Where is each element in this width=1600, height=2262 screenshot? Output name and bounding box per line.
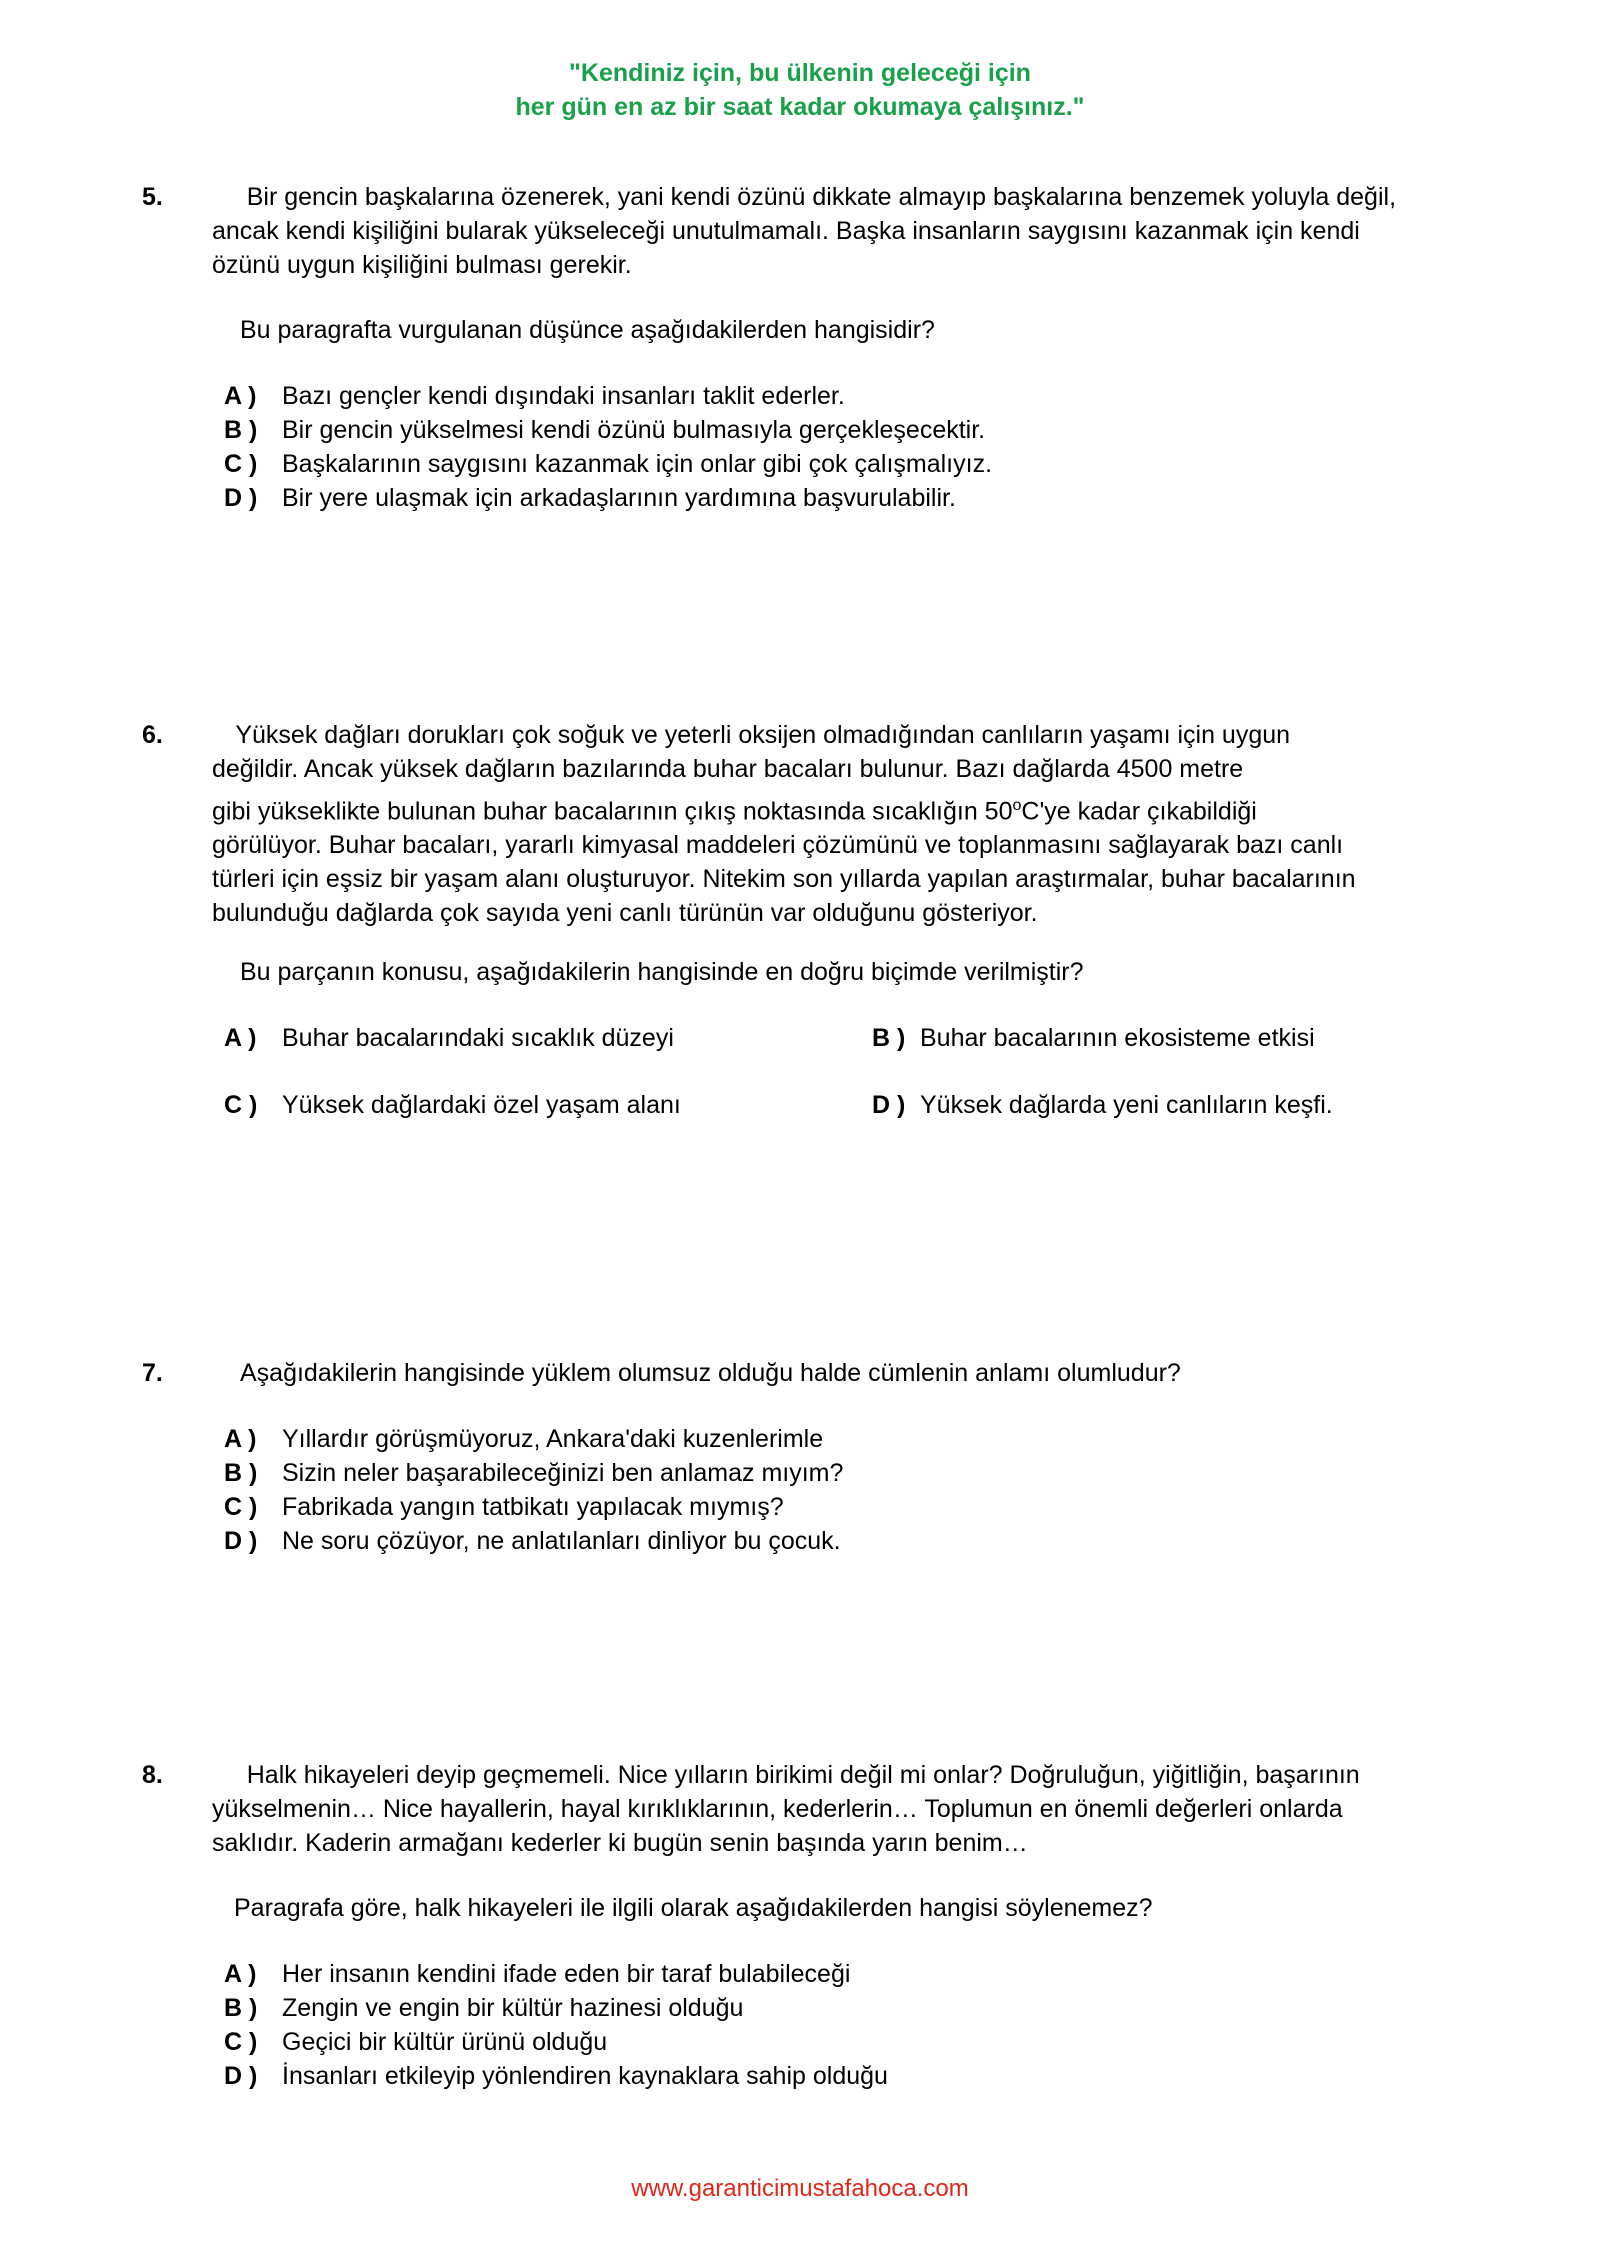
option-letter: B ) bbox=[224, 416, 258, 444]
question-paragraph: Halk hikayeleri deyip geçmemeli. Nice yılların birikimi değil mi onlar? Doğruluğun, yiğitliğin, başarının yükselmenin… Nice hayallerin, hayal kırıklıklarının, kederlerin… Toplumun en önemli değerleri onlarda saklıdır. Kaderin armağanı kederler ki bugün senin başında yarın benim… bbox=[212, 1761, 1367, 1857]
option-letter: C ) bbox=[224, 1091, 258, 1119]
option-letter: D ) bbox=[224, 484, 258, 512]
option-text: Buhar bacalarının ekosisteme etkisi bbox=[920, 1024, 1315, 1052]
option-text: Geçici bir kültür ürünü olduğu bbox=[282, 2028, 608, 2056]
degree-superscript: o bbox=[1012, 797, 1022, 814]
option-text: Yüksek dağlardaki özel yaşam alanı bbox=[282, 1091, 681, 1119]
option-letter: D ) bbox=[224, 1527, 258, 1555]
option-b[interactable] bbox=[224, 1456, 843, 1490]
paragraph-line: değildir. Ancak yüksek dağların bazılarında buhar bacaları bulunur. Bazı dağlarda 4500 metre bbox=[212, 755, 1244, 783]
option-letter: B ) bbox=[224, 1994, 258, 2022]
question-number: 8. bbox=[142, 1761, 163, 1789]
option-text: Bazı gençler kendi dışındaki insanları taklit ederler. bbox=[282, 382, 845, 410]
option-a[interactable] bbox=[224, 1957, 850, 1991]
question-8 bbox=[142, 1758, 1402, 2098]
option-letter: A ) bbox=[224, 1024, 257, 1052]
question-paragraph: Bir gencin başkalarına özenerek, yani kendi özünü dikkate almayıp başkalarına benzemek yoluyla değil, ancak kendi kişiliğini bularak yükseleceği unutulmamalı. Başka insanların saygısını kazanmak için kendi özünü uygun kişiliğini bulması gerekir. bbox=[212, 183, 1403, 279]
option-letter: A ) bbox=[224, 382, 257, 410]
text-run: gibi yükseklikte bulunan buhar bacalarının çıkış noktasında sıcaklığın 50 bbox=[212, 797, 1013, 826]
question-number: 5. bbox=[142, 183, 163, 211]
option-a[interactable] bbox=[224, 1021, 674, 1055]
question-7 bbox=[142, 1356, 1402, 1566]
question-6 bbox=[142, 718, 1402, 1138]
option-d[interactable] bbox=[224, 481, 956, 515]
option-text: Yüksek dağlarda yeni canlıların keşfi. bbox=[920, 1091, 1333, 1119]
option-text: Fabrikada yangın tatbikatı yapılacak mıymış? bbox=[282, 1493, 784, 1521]
option-text: Ne soru çözüyor, ne anlatılanları dinliyor bu çocuk. bbox=[282, 1527, 841, 1555]
option-letter: C ) bbox=[224, 1493, 258, 1521]
option-text: Başkalarının saygısını kazanmak için onlar gibi çok çalışmalıyız. bbox=[282, 450, 993, 478]
option-letter: D ) bbox=[872, 1091, 906, 1119]
question-stem: Bu paragrafta vurgulanan düşünce aşağıdakilerden hangisidir? bbox=[240, 316, 935, 344]
question-stem: Aşağıdakilerin hangisinde yüklem olumsuz olduğu halde cümlenin anlamı olumludur? bbox=[240, 1359, 1181, 1387]
option-text: Bir gencin yükselmesi kendi özünü bulmasıyla gerçekleşecektir. bbox=[282, 416, 986, 444]
option-text: Her insanın kendini ifade eden bir taraf bulabileceği bbox=[282, 1960, 851, 1988]
question-number: 7. bbox=[142, 1359, 163, 1387]
option-letter: B ) bbox=[224, 1459, 258, 1487]
option-letter: A ) bbox=[224, 1425, 257, 1453]
option-letter: C ) bbox=[224, 450, 258, 478]
option-letter: C ) bbox=[224, 2028, 258, 2056]
motto-line-1: "Kendiniz için, bu ülkenin geleceği için bbox=[569, 59, 1031, 87]
option-text: Bir yere ulaşmak için arkadaşlarının yardımına başvurulabilir. bbox=[282, 484, 956, 512]
paragraph-line: Yüksek dağları dorukları çok soğuk ve yeterli oksijen olmadığından canlıların yaşamı için uygun bbox=[208, 721, 1291, 749]
option-c[interactable] bbox=[224, 447, 992, 481]
question-paragraph bbox=[208, 718, 1402, 930]
question-stem: Bu parçanın konusu, aşağıdakilerin hangisinde en doğru biçimde verilmiştir? bbox=[240, 958, 1084, 986]
motto-line-2: her gün en az bir saat kadar okumaya çalışınız." bbox=[515, 93, 1085, 121]
text-run: C'ye kadar çıkabildiği bbox=[1021, 797, 1257, 826]
option-text: Buhar bacalarındaki sıcaklık düzeyi bbox=[282, 1024, 674, 1052]
option-b[interactable] bbox=[224, 1991, 743, 2025]
paragraph-rest: görülüyor. Buhar bacaları, yararlı kimyasal maddeleri çözümünü ve toplanmasını sağlayarak bazı canlı türleri için eşsiz bir yaşam alanı oluşturuyor. Nitekim son yıllarda yapılan araştırmalar, buhar bacalarının bulunduğu dağlarda çok sayıda yeni canlı türünün var olduğunu gösteriyor. bbox=[212, 831, 1356, 928]
footer-website-link[interactable]: www.garanticimustafahoca.com bbox=[631, 2175, 969, 2202]
option-text: Sizin neler başarabileceğinizi ben anlamaz mıyım? bbox=[282, 1459, 844, 1487]
question-5 bbox=[142, 180, 1402, 520]
option-d[interactable] bbox=[224, 2059, 888, 2093]
option-letter: D ) bbox=[224, 2062, 258, 2090]
question-number: 6. bbox=[142, 721, 163, 749]
option-letter: A ) bbox=[224, 1960, 257, 1988]
option-text: Zengin ve engin bir kültür hazinesi olduğu bbox=[282, 1994, 744, 2022]
option-text: Yıllardır görüşmüyoruz, Ankara'daki kuzenlerimle bbox=[282, 1425, 824, 1453]
option-d[interactable] bbox=[224, 1524, 841, 1558]
paragraph-line bbox=[212, 789, 1402, 828]
option-a[interactable] bbox=[224, 379, 845, 413]
option-c[interactable] bbox=[224, 1088, 681, 1122]
option-letter: B ) bbox=[872, 1024, 906, 1052]
option-a[interactable] bbox=[224, 1422, 823, 1456]
option-d[interactable] bbox=[872, 1088, 1333, 1122]
option-b[interactable] bbox=[872, 1021, 1315, 1055]
option-c[interactable] bbox=[224, 2025, 607, 2059]
option-text: İnsanları etkileyip yönlendiren kaynaklara sahip olduğu bbox=[282, 2062, 888, 2090]
option-c[interactable] bbox=[224, 1490, 784, 1524]
question-stem: Paragrafa göre, halk hikayeleri ile ilgili olarak aşağıdakilerden hangisi söylenemez? bbox=[234, 1894, 1153, 1922]
option-b[interactable] bbox=[224, 413, 985, 447]
